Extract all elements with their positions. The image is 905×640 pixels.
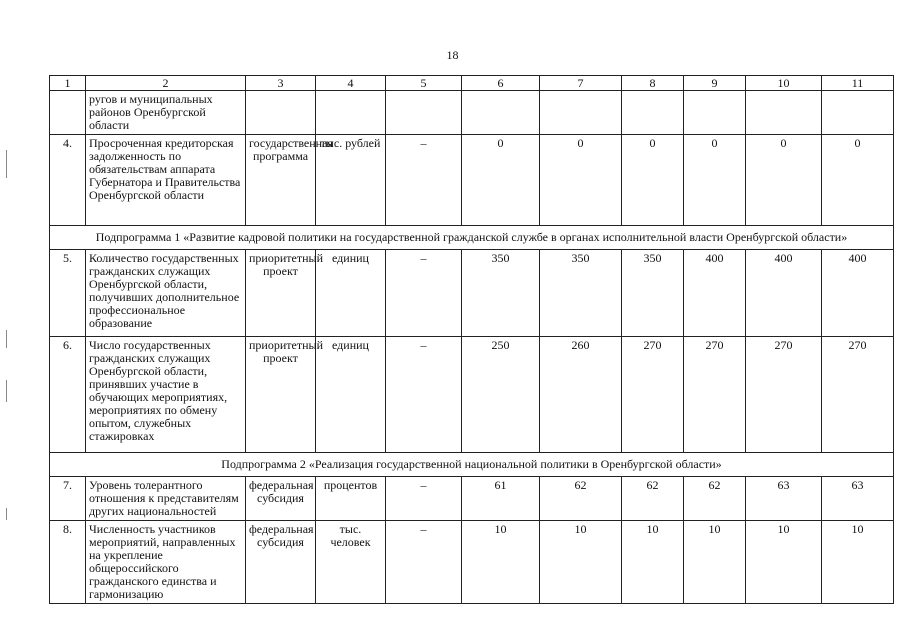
indicator-source: федеральная субсидия: [246, 477, 316, 521]
base-value: –: [386, 337, 462, 453]
scan-margin-mark: [6, 508, 7, 520]
year-value-col-11: 0: [822, 135, 894, 226]
column-header-9: 9: [684, 76, 746, 91]
row-number: 4.: [50, 135, 86, 226]
indicator-source: федеральная субсидия: [246, 521, 316, 604]
year-value-col-6: 0: [462, 135, 540, 226]
indicator-unit: единиц: [316, 250, 386, 337]
year-value-col-8: 270: [622, 337, 684, 453]
column-header-6: 6: [462, 76, 540, 91]
indicator-source: приоритетный проект: [246, 250, 316, 337]
year-value-col-10: 10: [746, 521, 822, 604]
subprogram-title: Подпрограмма 2 «Реализация государственной национальной политики в Оренбургской области»: [50, 453, 894, 477]
indicator-name: ругов и муниципальных районов Оренбургской области: [86, 91, 246, 135]
indicators-table: [49, 75, 894, 604]
year-value-col-11: [822, 91, 894, 135]
indicator-name: Численность участников мероприятий, направленных на укрепление общероссийского гражданского единства и гармонизацию: [86, 521, 246, 604]
table-row: [50, 91, 894, 135]
table-row: [50, 250, 894, 337]
year-value-col-6: 250: [462, 337, 540, 453]
year-value-col-10: 400: [746, 250, 822, 337]
year-value-col-8: [622, 91, 684, 135]
year-value-col-6: [462, 91, 540, 135]
indicator-unit: тыс. рублей: [316, 135, 386, 226]
base-value: –: [386, 250, 462, 337]
indicator-name: Количество государственных гражданских служащих Оренбургской области, получивших дополнительное профессиональное образование: [86, 250, 246, 337]
indicator-source: приоритетный проект: [246, 337, 316, 453]
year-value-col-6: 350: [462, 250, 540, 337]
row-number: 5.: [50, 250, 86, 337]
column-header-7: 7: [540, 76, 622, 91]
base-value: –: [386, 521, 462, 604]
year-value-col-11: 10: [822, 521, 894, 604]
row-number: [50, 91, 86, 135]
year-value-col-6: 61: [462, 477, 540, 521]
base-value: [386, 91, 462, 135]
table-row: [50, 521, 894, 604]
table-row: [50, 337, 894, 453]
year-value-col-8: 10: [622, 521, 684, 604]
year-value-col-7: 350: [540, 250, 622, 337]
year-value-col-10: 270: [746, 337, 822, 453]
column-header-10: 10: [746, 76, 822, 91]
scan-margin-mark: [6, 150, 7, 178]
year-value-col-7: 0: [540, 135, 622, 226]
year-value-col-9: 62: [684, 477, 746, 521]
indicator-unit: тыс. человек: [316, 521, 386, 604]
indicator-unit: процентов: [316, 477, 386, 521]
indicator-unit: [316, 91, 386, 135]
page-number: 18: [446, 48, 459, 62]
year-value-col-10: 0: [746, 135, 822, 226]
subprogram-row: [50, 226, 894, 250]
scan-margin-mark: [6, 380, 7, 402]
indicator-source: [246, 91, 316, 135]
row-number: 7.: [50, 477, 86, 521]
year-value-col-11: 400: [822, 250, 894, 337]
year-value-col-7: 260: [540, 337, 622, 453]
year-value-col-11: 270: [822, 337, 894, 453]
table-body: [50, 91, 894, 604]
year-value-col-9: 270: [684, 337, 746, 453]
year-value-col-10: [746, 91, 822, 135]
year-value-col-9: 10: [684, 521, 746, 604]
year-value-col-10: 63: [746, 477, 822, 521]
indicator-source: государственная программа: [246, 135, 316, 226]
header-row: [50, 76, 894, 91]
column-header-8: 8: [622, 76, 684, 91]
year-value-col-9: 400: [684, 250, 746, 337]
base-value: –: [386, 135, 462, 226]
indicator-unit: единиц: [316, 337, 386, 453]
year-value-col-9: [684, 91, 746, 135]
column-header-2: 2: [86, 76, 246, 91]
base-value: –: [386, 477, 462, 521]
indicator-name: Число государственных гражданских служащих Оренбургской области, принявших участие в обучающих мероприятиях, мероприятиях по обмену опытом, служебных стажировках: [86, 337, 246, 453]
table-row: [50, 135, 894, 226]
table-row: [50, 477, 894, 521]
year-value-col-8: 350: [622, 250, 684, 337]
indicator-name: Просроченная кредиторская задолженность по обязательствам аппарата Губернатора и Правительства Оренбургской области: [86, 135, 246, 226]
table-header: [50, 76, 894, 91]
column-header-5: 5: [386, 76, 462, 91]
year-value-col-8: 0: [622, 135, 684, 226]
subprogram-row: [50, 453, 894, 477]
column-header-4: 4: [316, 76, 386, 91]
column-header-3: 3: [246, 76, 316, 91]
row-number: 6.: [50, 337, 86, 453]
column-header-1: 1: [50, 76, 86, 91]
year-value-col-9: 0: [684, 135, 746, 226]
column-header-11: 11: [822, 76, 894, 91]
scan-margin-mark: [6, 330, 7, 348]
year-value-col-11: 63: [822, 477, 894, 521]
row-number: 8.: [50, 521, 86, 604]
year-value-col-6: 10: [462, 521, 540, 604]
year-value-col-7: 62: [540, 477, 622, 521]
year-value-col-7: 10: [540, 521, 622, 604]
subprogram-title: Подпрограмма 1 «Развитие кадровой политики на государственной гражданской службе в органах исполнительной власти Оренбургской области»: [50, 226, 894, 250]
year-value-col-8: 62: [622, 477, 684, 521]
indicator-name: Уровень толерантного отношения к представителям других национальностей: [86, 477, 246, 521]
year-value-col-7: [540, 91, 622, 135]
